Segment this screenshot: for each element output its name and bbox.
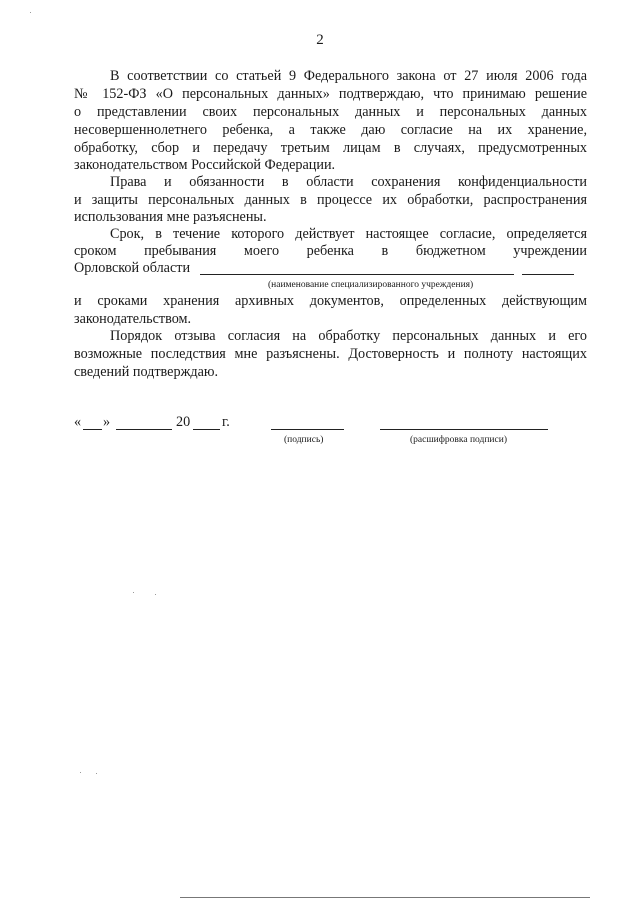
- institution-fill-line: [200, 274, 514, 275]
- signature-blank: [271, 429, 344, 430]
- date-open-quote: «: [74, 414, 82, 430]
- text-line-6: законодательством Российской Федерации.: [74, 157, 336, 173]
- bottom-edge-line: [180, 897, 590, 898]
- date-day-blank: [83, 429, 102, 430]
- signature-caption: (подпись): [284, 435, 324, 445]
- text-line-3: о представлении своих персональных данных и персональных данных: [74, 104, 587, 120]
- text-line-13: и сроками хранения архивных документов, определенных действующим: [74, 293, 587, 309]
- text-line-15: Порядок отзыва согласия на обработку персональных данных и его: [110, 328, 587, 344]
- text-line-14: законодательством.: [74, 311, 192, 327]
- date-month-blank: [116, 429, 172, 430]
- scan-speck: [155, 594, 156, 595]
- institution-fill-line-tail: [522, 274, 574, 275]
- signature-decode-caption: (расшифровка подписи): [410, 435, 507, 445]
- scan-speck: [30, 12, 31, 13]
- text-line-17: сведений подтверждаю.: [74, 364, 219, 380]
- date-year-suffix: г.: [222, 414, 230, 430]
- date-year-prefix: 20: [176, 414, 191, 430]
- signature-decode-blank: [380, 429, 548, 430]
- date-year-blank: [193, 429, 220, 430]
- text-line-12: Орловской области: [74, 260, 191, 276]
- text-line-5: обработку, сбор и передачу третьим лицам в случаях, предусмотренных: [74, 140, 587, 156]
- text-line-10: Срок, в течение которого действует настоящее согласие, определяется: [110, 226, 587, 242]
- text-line-1: В соответствии со статьей 9 Федерального закона от 27 июля 2006 года: [110, 68, 587, 84]
- date-close-quote: »: [103, 414, 111, 430]
- scan-speck: [133, 592, 134, 593]
- scan-speck: [80, 772, 81, 773]
- text-line-16: возможные последствия мне разъяснены. Достоверность и полноту настоящих: [74, 346, 587, 362]
- text-line-2: № 152-ФЗ «О персональных данных» подтверждаю, что принимаю решение: [74, 86, 587, 102]
- text-line-11: сроком пребывания моего ребенка в бюджетном учреждении: [74, 243, 587, 259]
- institution-caption: (наименование специализированного учреждения): [268, 280, 474, 290]
- scan-speck: [96, 773, 97, 774]
- text-line-8: и защиты персональных данных в процессе их обработки, распространения: [74, 192, 587, 208]
- text-line-9: использования мне разъяснены.: [74, 209, 267, 225]
- text-line-4: несовершеннолетнего ребенка, а также даю согласие на их хранение,: [74, 122, 587, 138]
- text-line-7: Права и обязанности в области сохранения конфиденциальности: [110, 174, 587, 190]
- page-number: 2: [316, 32, 324, 48]
